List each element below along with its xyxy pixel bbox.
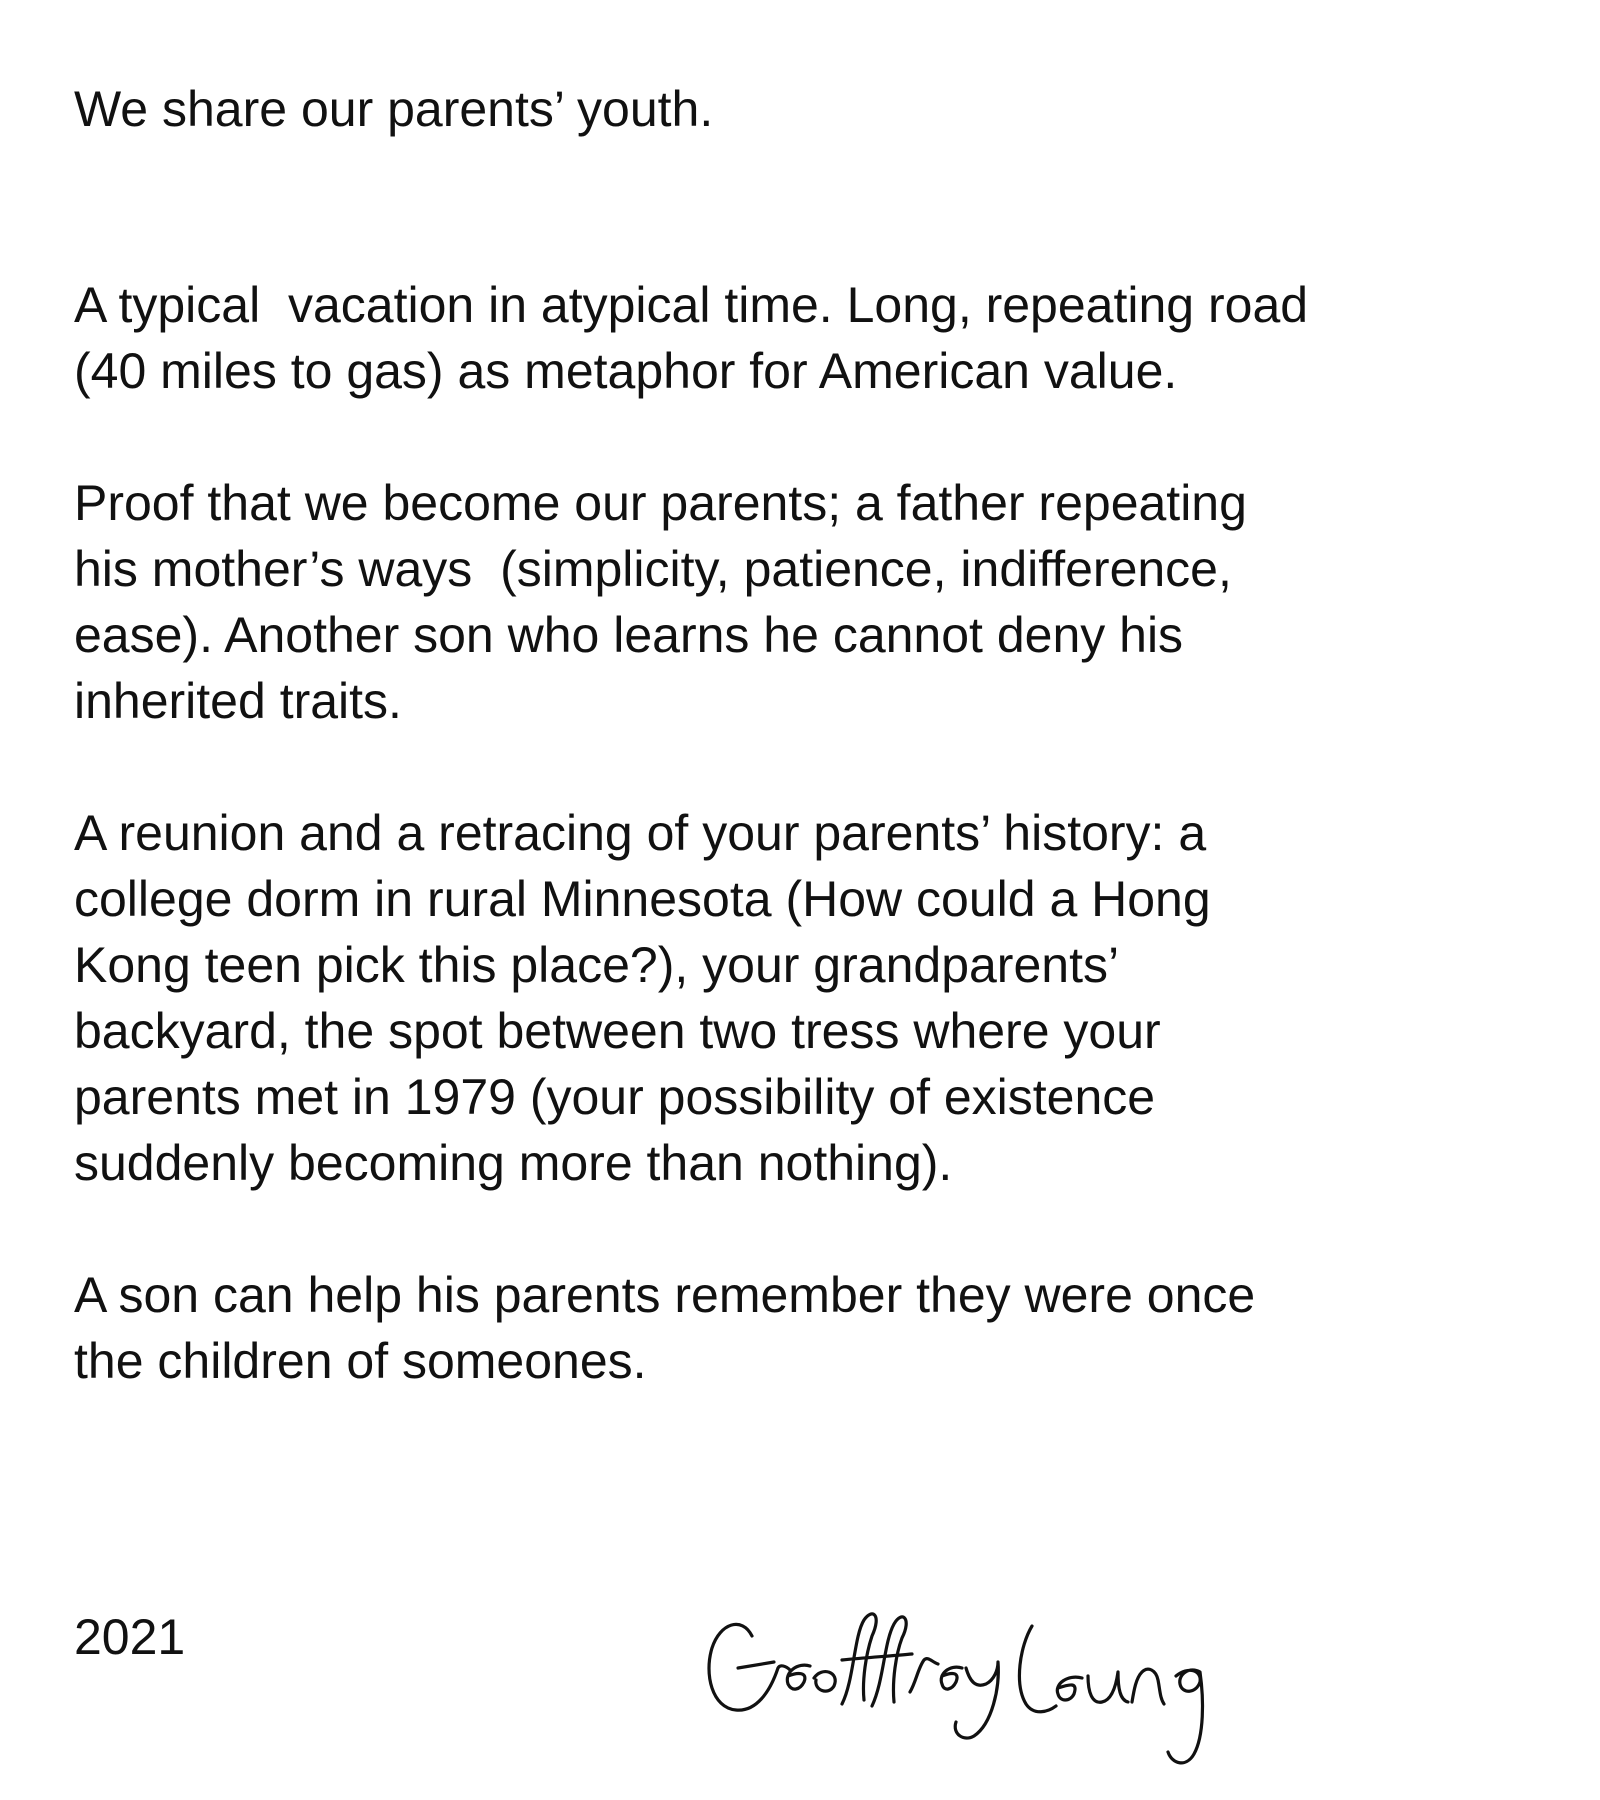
paragraph-reunion: A reunion and a retracing of your parents’ history: a college dorm in rural Minnesota (How could a Hong Kong teen pick this place?), your grandparents’ backyard, the spot between two tress where your parents met in 1979 (your possibility of existence suddenly becoming more than nothing). — [74, 805, 1211, 1191]
year-label: 2021 — [74, 1609, 186, 1665]
paragraph-proof: Proof that we become our parents; a father repeating his mother’s ways (simplicity, patience, indifference, ease). Another son who learns he cannot deny his inherited traits. — [74, 475, 1247, 729]
handwritten-signature — [696, 1588, 1296, 1788]
opening-line: We share our parents’ youth. — [74, 81, 714, 137]
paragraph-vacation: A typical vacation in atypical time. Long, repeating road (40 miles to gas) as metaphor for American value. — [74, 277, 1309, 399]
signature-drawing — [696, 1588, 1296, 1788]
paragraph-son: A son can help his parents remember they were once the children of someones. — [74, 1267, 1256, 1389]
